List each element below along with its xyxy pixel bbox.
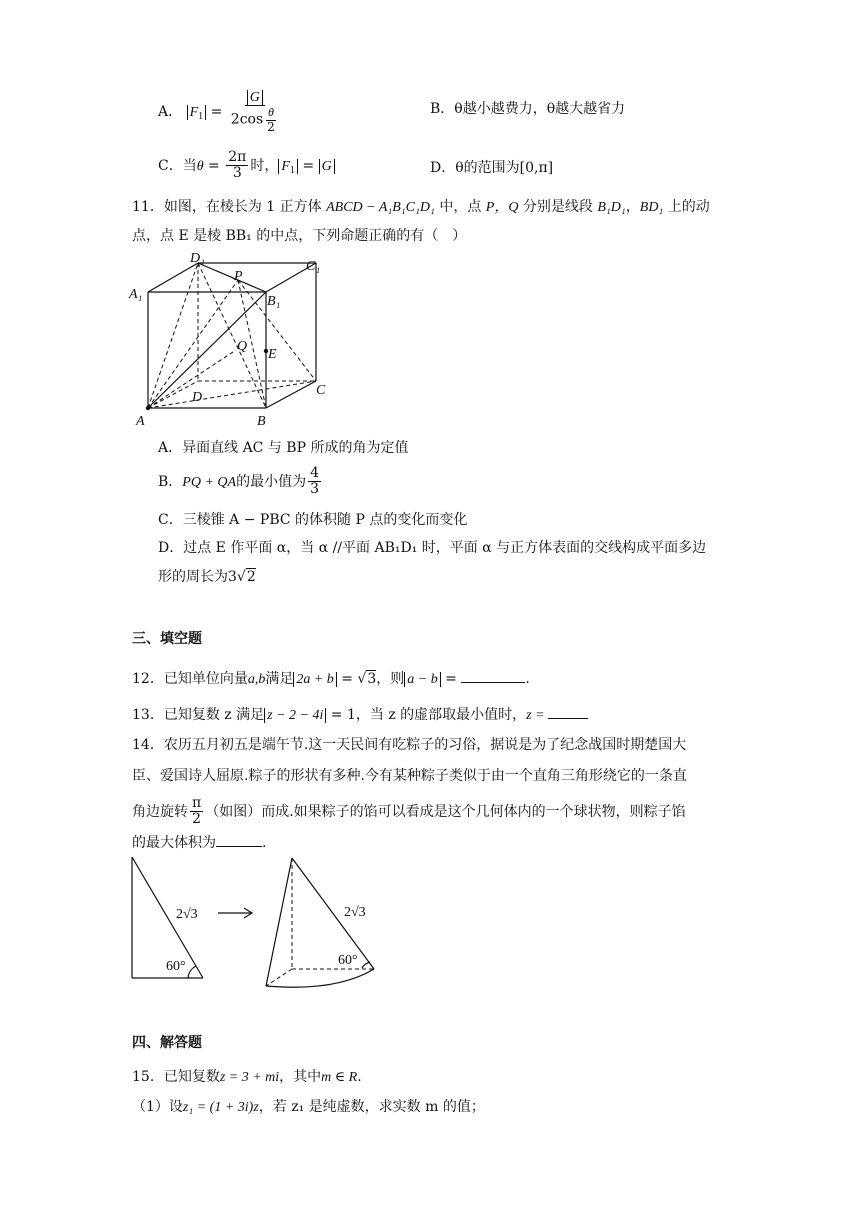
- answer-blank[interactable]: [461, 668, 525, 683]
- radicand: 2: [246, 569, 256, 585]
- hidden-line-d1b: [198, 263, 266, 408]
- question-text: ，当 z 的虚部取最小值时，: [355, 707, 527, 723]
- cube-figure: [126, 250, 336, 430]
- q11-line1: [132, 196, 710, 216]
- q11-line2: 点，点 E 是棱 BB₁ 的中点，下列命题正确的有（ ）: [132, 228, 467, 244]
- option-label: B．: [430, 101, 455, 117]
- points: P，Q: [485, 200, 519, 215]
- denominator-two: 2: [267, 119, 275, 134]
- q11-option-b: [158, 466, 323, 498]
- denominator: 2: [192, 811, 202, 828]
- segment: BD₁: [639, 200, 664, 215]
- option-text: θ的范围为[0,π]: [455, 160, 554, 176]
- angle-arc: [188, 966, 196, 978]
- label-d: D: [192, 390, 203, 405]
- question-text: 已知复数: [163, 1069, 220, 1085]
- coefficient: 3: [228, 569, 237, 585]
- label-q: Q: [237, 339, 248, 354]
- denominator: 3: [232, 165, 242, 182]
- q11-option-a: [158, 437, 408, 457]
- option-text: 形的周长为: [158, 569, 228, 585]
- label-a: A: [136, 414, 145, 429]
- q15: [132, 1066, 362, 1086]
- option-text: 时，: [250, 157, 279, 174]
- label-p: P: [234, 269, 243, 284]
- domain-expression: m ∈ R: [321, 1070, 358, 1085]
- vector-expression: 2a + b: [293, 672, 336, 687]
- question-number: 12．: [132, 671, 164, 687]
- vectors: a,b: [247, 672, 266, 687]
- expression: PQ + QA: [182, 474, 237, 490]
- question-text: 已知单位向量: [163, 671, 248, 687]
- question-text: 农历五月初五是端午节.这一天民间有吃粽子的习俗，据说是为了纪念战国时期楚国大: [163, 737, 687, 753]
- option-label: B．: [158, 473, 183, 490]
- question-number: 11．: [132, 199, 164, 215]
- question-number: 13．: [132, 707, 164, 723]
- equals-sign: =: [210, 103, 223, 120]
- edge-bc: [266, 381, 316, 408]
- numerator: π: [192, 795, 202, 811]
- q12: 12．已知单位向量a,b满足 2a + b = √3，则 a − b = .: [132, 668, 530, 688]
- label-a1: A₁: [129, 287, 143, 302]
- gravity-symbol: G: [247, 90, 263, 105]
- question-text: 中，点: [434, 199, 486, 215]
- answer-prompt: z =: [526, 708, 549, 723]
- angle-label: 60°: [166, 959, 186, 974]
- numerator: 4: [310, 465, 319, 481]
- label-c1: C₁: [306, 259, 321, 274]
- option-text: 异面直线 AC 与 BP 所成的角为定值: [182, 440, 409, 456]
- q11-option-d-cont: 形的周长为3√2: [158, 569, 256, 585]
- cube-name: ABCD − A₁B₁C₁D₁: [326, 200, 435, 215]
- hidden-line-ad1: [148, 263, 198, 408]
- cone-base-arc: [266, 969, 374, 987]
- option-label: C．: [158, 157, 183, 174]
- equals-sign: =: [440, 671, 462, 687]
- option-label: A．: [158, 103, 183, 120]
- side-length-label: 2√3: [344, 905, 366, 920]
- theta-symbol: θ: [268, 105, 274, 120]
- equals-sign: =: [336, 671, 358, 687]
- equals-sign: =: [203, 157, 225, 174]
- question-number: 15．: [132, 1069, 164, 1085]
- side-length-label: 2√3: [176, 907, 198, 922]
- q15-part1: [132, 1096, 485, 1116]
- equation-rhs: = 1: [326, 707, 356, 723]
- angle-arc: [362, 962, 370, 968]
- equals-sign: =: [297, 157, 319, 174]
- hidden-radius: [266, 969, 292, 986]
- question-number: 14．: [132, 737, 164, 753]
- q11-option-d: [158, 537, 706, 557]
- option-label: D．: [430, 160, 456, 176]
- diagonal-ab1: [148, 292, 266, 408]
- complex-expression: z₁ = (1 + 3i)z: [182, 1100, 259, 1115]
- segment: B₁D₁: [597, 200, 626, 215]
- point-a: [146, 406, 150, 410]
- question-text: 如图，在棱长为 1 正方体: [163, 199, 327, 215]
- denominator-text: 2cos: [230, 112, 264, 129]
- q14-line1: [132, 734, 686, 754]
- q10-option-b: [430, 98, 625, 118]
- q14-line4: [132, 832, 266, 852]
- hidden-line-ap: [148, 280, 238, 408]
- question-text: 角边旋转: [132, 803, 188, 820]
- q11-option-c: [158, 509, 467, 529]
- section-title-fill-in: 三、填空题: [132, 631, 202, 647]
- option-label: A．: [158, 440, 183, 456]
- question-text: 分别是线段: [518, 199, 598, 215]
- section-title-solutions: 四、解答题: [132, 1035, 202, 1051]
- vector-expression: a − b: [404, 672, 440, 687]
- option-text: 的最小值为: [236, 473, 307, 490]
- question-text: 上的动: [663, 199, 710, 215]
- option-text: θ越小越费力，θ越大越省力: [454, 101, 626, 117]
- edge-a1d1: [148, 263, 198, 292]
- gravity-symbol: G: [319, 159, 335, 174]
- q13: [132, 704, 588, 724]
- separator: ，: [625, 199, 640, 215]
- question-text: （如图）而成.如果粽子的馅可以看成是这个几何体内的一个球状物，则粽子馅: [205, 803, 686, 820]
- period: .: [357, 1069, 362, 1085]
- q10-option-c: [158, 150, 335, 182]
- q14-line3: [132, 796, 686, 828]
- option-text: 过点 E 作平面 α，当 α //平面 AB₁D₁ 时，平面 α 与正方体表面的交线构成平面多边: [183, 540, 707, 556]
- label-b1: B₁: [267, 294, 281, 309]
- option-text: 当: [182, 157, 197, 174]
- period: .: [525, 671, 530, 687]
- subscript: 1: [289, 164, 295, 176]
- subscript: 1: [198, 110, 204, 122]
- question-text: 已知复数 z 满足: [163, 707, 265, 723]
- diagonal-d1b1: [198, 263, 266, 292]
- denominator: 3: [310, 481, 319, 498]
- angle-label: 60°: [338, 953, 358, 968]
- force-symbol: F: [281, 158, 290, 174]
- theta-symbol: θ: [196, 158, 204, 174]
- label-d1: D₁: [190, 251, 205, 266]
- question-text: ，若 z₁ 是纯虚数，求实数 m 的值；: [258, 1099, 485, 1115]
- zongzi-figure: [126, 852, 396, 992]
- complex-expression: z − 2 − 4i: [264, 708, 326, 723]
- answer-blank[interactable]: [216, 832, 262, 847]
- cone-left-edge: [266, 858, 292, 986]
- fraction: [229, 90, 281, 134]
- radicand: 3: [367, 671, 377, 687]
- question-text: 的最大体积为: [132, 835, 216, 851]
- label-b: B: [257, 414, 266, 429]
- label-e: E: [268, 347, 277, 362]
- q14-line2: 臣、爱国诗人屈原.粽子的形状有多种.今有某种粽子类似于由一个直角三角形绕它的一条直: [132, 768, 687, 784]
- option-label: C．: [158, 512, 183, 528]
- complex-expression: z = 3 + mi: [219, 1070, 280, 1085]
- period: .: [262, 835, 267, 851]
- question-text: ，则: [376, 671, 405, 687]
- question-text: 满足: [265, 671, 294, 687]
- label-c: C: [316, 383, 326, 398]
- answer-blank[interactable]: [548, 704, 588, 719]
- option-label: D．: [158, 540, 184, 556]
- force-symbol: F: [189, 104, 199, 120]
- q10-option-a: [158, 90, 283, 134]
- question-text: ，其中: [279, 1069, 322, 1085]
- numerator: 2π: [228, 149, 247, 165]
- q10-option-d: [430, 157, 553, 177]
- option-text: 三棱锥 A − PBC 的体积随 P 点的变化而变化: [182, 512, 468, 528]
- part-label: （1）设: [132, 1099, 183, 1115]
